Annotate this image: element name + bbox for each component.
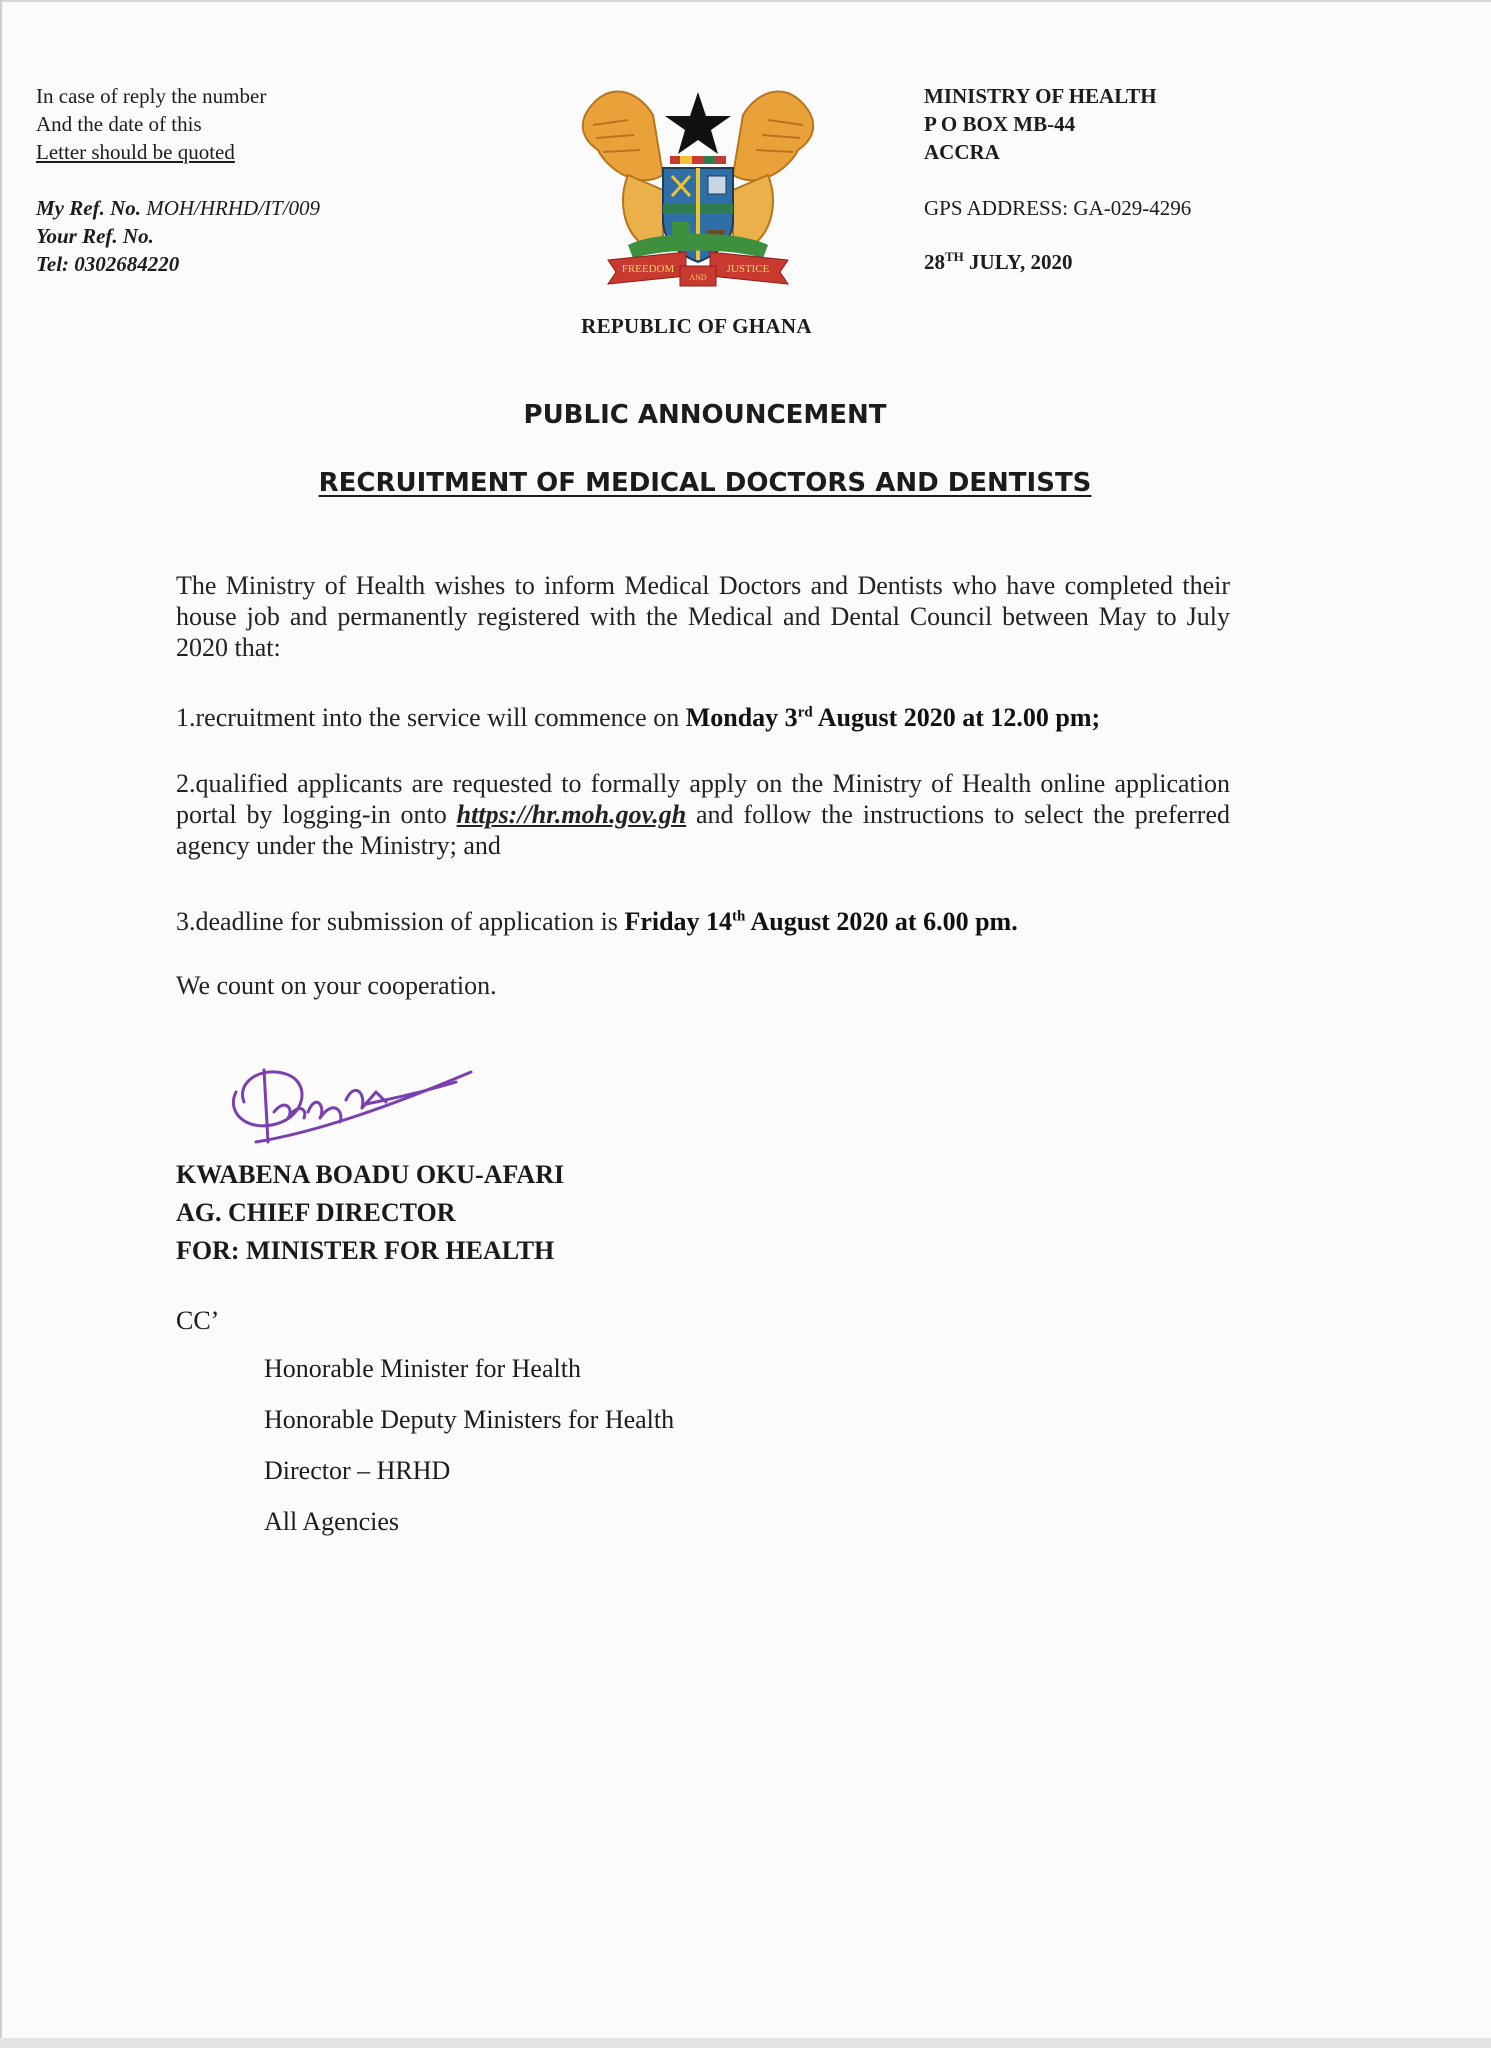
item-1 [176, 702, 1230, 733]
telephone: Tel: 0302684220 [36, 252, 180, 276]
republic-label [0, 314, 1393, 339]
announcement-title: PUBLIC ANNOUNCEMENT [523, 400, 887, 430]
item-2 [176, 768, 1230, 861]
item-3-deadline [624, 907, 1017, 936]
motto-left: FREEDOM [621, 263, 675, 275]
item-1-sup: rd [797, 704, 813, 721]
arms-torse [670, 156, 726, 164]
left-eagle-body [623, 175, 663, 245]
page-edge-bottom [0, 2038, 1491, 2048]
closing-line: We count on your cooperation. [176, 971, 497, 1000]
motto-center: AND [689, 273, 707, 282]
page-edge-left [0, 0, 2, 2048]
reply-note-line-1: In case of reply the number [36, 84, 267, 108]
motto-right: JUSTICE [726, 263, 770, 275]
cc-recipient: Honorable Minister for Health [264, 1354, 581, 1383]
ghana-coat-of-arms-icon [568, 80, 828, 290]
item-3-text: 3.deadline for submission of application is [176, 907, 625, 936]
my-ref [36, 194, 320, 222]
ministry-address [924, 82, 1157, 166]
signatory-name: KWABENA BOADU OKU-AFARI [176, 1160, 565, 1189]
gps-address: GPS ADDRESS: GA-029-4296 [924, 196, 1192, 220]
reference-numbers [36, 194, 320, 278]
my-ref-label: My Ref. No. [36, 196, 141, 220]
item-2-text-a: 2.qualified applicants are requested to formally apply on the Ministry of Health online application portal by logging-in onto [176, 769, 1230, 829]
item-1-date [686, 703, 1100, 732]
my-ref-value: MOH/HRHD/IT/009 [146, 196, 321, 220]
cc-recipient: All Agencies [264, 1507, 400, 1536]
subject-title [0, 468, 1410, 498]
right-eagle-body [733, 175, 773, 245]
cc-label: CC’ [176, 1306, 220, 1335]
item-3-date-a: Friday 14 [624, 907, 733, 936]
cc-recipient: Honorable Deputy Ministers for Health [264, 1405, 675, 1434]
item-3-date-b: August 2020 at 6.00 pm. [745, 907, 1018, 936]
subject-title-text: RECRUITMENT OF MEDICAL DOCTORS AND DENTISTS [318, 468, 1092, 498]
signatory-title: AG. CHIEF DIRECTOR [176, 1198, 456, 1227]
black-star [665, 92, 731, 154]
item-1-date-b: August 2020 at 12.00 pm; [812, 703, 1101, 732]
date-day: 28 [924, 250, 945, 274]
portal-link[interactable]: https://hr.moh.gov.gh [456, 800, 687, 829]
reply-note [36, 82, 266, 166]
city: ACCRA [924, 140, 1000, 164]
reply-note-line-3: Letter should be quoted [36, 140, 235, 164]
item-3-sup: th [732, 908, 746, 925]
republic-label-text: REPUBLIC OF GHANA [581, 314, 812, 338]
ministry-name: MINISTRY OF HEALTH [924, 84, 1157, 108]
letter-date [924, 250, 1073, 275]
intro-paragraph: The Ministry of Health wishes to inform Medical Doctors and Dentists who have completed their house job and permanently registered with the Medical and Dental Council between May to July 2020 that: [176, 571, 1230, 662]
item-2-text-b: and follow the instructions to select the preferred agency under the Ministry; and [176, 800, 1230, 860]
item-1-date-a: Monday 3 [685, 703, 798, 732]
date-suffix: TH [945, 249, 964, 264]
your-ref: Your Ref. No. [36, 224, 154, 248]
signatory-for: FOR: MINISTER FOR HEALTH [176, 1236, 555, 1265]
page-edge-top [0, 0, 1491, 2]
cc-recipient: Director – HRHD [264, 1456, 451, 1485]
date-rest: JULY, 2020 [963, 250, 1073, 274]
handwritten-signature-icon [216, 1052, 476, 1152]
signatory-block [176, 1156, 564, 1270]
cc-list [264, 1350, 674, 1554]
item-1-text: 1.recruitment into the service will commence on [176, 703, 686, 732]
item-3 [176, 906, 1230, 937]
po-box: P O BOX MB-44 [924, 112, 1076, 136]
reply-note-line-2: And the date of this [36, 112, 202, 136]
